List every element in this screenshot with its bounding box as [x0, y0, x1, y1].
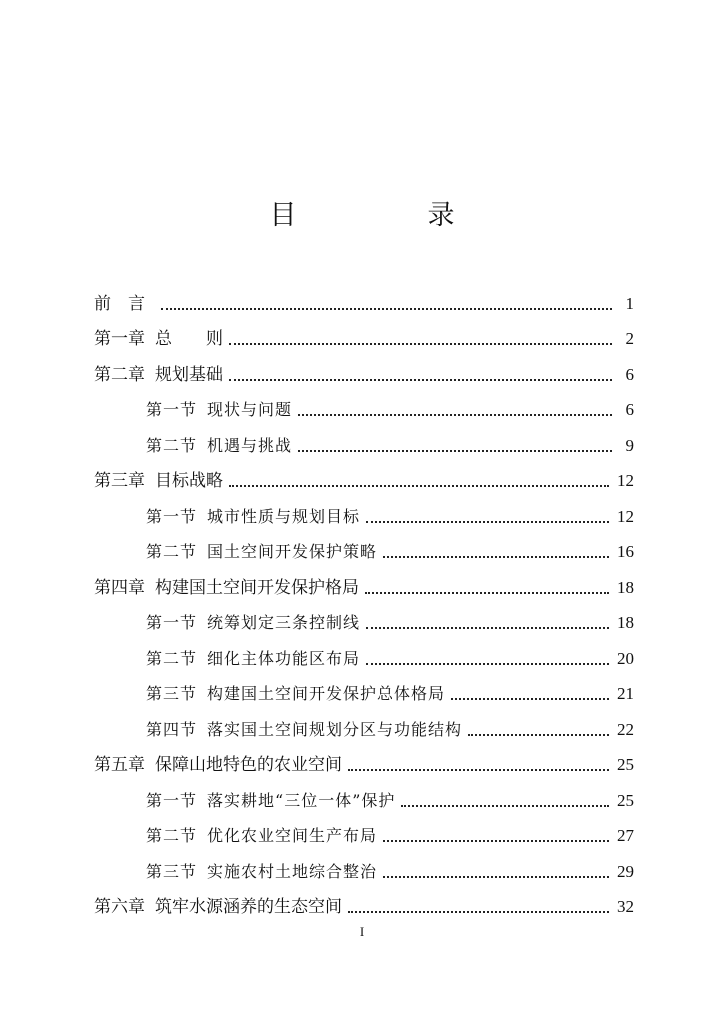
toc-page-number: 22 [617, 719, 634, 739]
toc-entry-label [94, 324, 223, 349]
toc-dot-leader [365, 592, 609, 594]
toc-entry-label [146, 859, 377, 882]
toc-entry-number: 第三节 [146, 861, 198, 881]
toc-entry-number: 第二节 [146, 826, 198, 845]
toc-entry-number: 第一节 [146, 613, 198, 632]
toc-entry-title: 规划基础 [155, 364, 223, 385]
toc-entry-label [94, 573, 359, 598]
toc-page-number: 12 [617, 506, 634, 526]
toc-entry-title: 筑牢水源涵养的生态空间 [155, 897, 342, 917]
toc-page-number: 6 [625, 364, 634, 384]
toc-entry-number: 第一节 [146, 506, 198, 526]
toc-entry-title: 目标战略 [155, 471, 223, 491]
toc-entry-title: 现状与问题 [207, 400, 293, 419]
toc-section-entry[interactable] [94, 815, 634, 851]
toc-page-number: 18 [617, 613, 634, 632]
toc-entry-number: 第四节 [146, 719, 198, 739]
toc-dot-leader [383, 556, 609, 558]
toc-section-entry[interactable] [94, 424, 634, 460]
toc-list [94, 282, 634, 921]
toc-entry-number: 第二章 [94, 364, 145, 385]
toc-page-number: 16 [617, 542, 634, 561]
toc-page-number: 27 [617, 826, 634, 845]
toc-page-number: 12 [617, 471, 634, 490]
toc-entry-title: 保障山地特色的农业空间 [155, 755, 342, 775]
toc-page-number: 21 [617, 684, 634, 703]
toc-section-entry[interactable] [94, 637, 634, 673]
toc-dot-leader [348, 911, 609, 913]
toc-entry-label [146, 823, 377, 846]
toc-entry-title: 总 则 [155, 329, 223, 349]
toc-page-number: 6 [625, 400, 634, 419]
toc-page-number: 9 [625, 435, 634, 455]
toc-page-number: 32 [617, 897, 634, 916]
toc-entry-number: 第三节 [146, 684, 198, 703]
toc-dot-leader [298, 450, 612, 452]
toc-dot-leader [298, 414, 612, 416]
toc-page-number: 25 [617, 755, 634, 774]
page-marker: I [359, 924, 365, 939]
toc-entry-title: 细化主体功能区布局 [207, 648, 361, 668]
toc-section-entry[interactable] [94, 531, 634, 567]
toc-chapter-entry[interactable] [94, 318, 634, 354]
toc-entry-label [94, 289, 155, 314]
toc-section-entry[interactable] [94, 602, 634, 638]
toc-chapter-entry[interactable] [94, 353, 634, 389]
toc-entry-number: 第一章 [94, 329, 145, 349]
toc-entry-label [146, 788, 395, 811]
toc-entry-title: 国土空间开发保护策略 [207, 542, 378, 561]
toc-chapter-entry[interactable] [94, 282, 634, 318]
toc-dot-leader [383, 876, 609, 878]
toc-dot-leader [451, 698, 609, 700]
toc-entry-label [146, 681, 445, 704]
toc-entry-number: 第三章 [94, 471, 145, 491]
toc-section-entry[interactable] [94, 495, 634, 531]
toc-dot-leader [366, 627, 609, 629]
toc-entry-number: 第一节 [146, 790, 198, 810]
toc-dot-leader [229, 379, 612, 381]
toc-title: 目 录 [269, 200, 507, 231]
toc-dot-leader [401, 805, 609, 807]
toc-chapter-entry[interactable] [94, 886, 634, 922]
toc-section-entry[interactable] [94, 673, 634, 709]
toc-entry-label [146, 433, 292, 456]
toc-chapter-entry[interactable] [94, 566, 634, 602]
toc-section-entry[interactable] [94, 779, 634, 815]
toc-entry-title: 实施农村土地综合整治 [207, 861, 378, 881]
toc-entry-title: 落实耕地“三位一体”保护 [207, 790, 396, 810]
toc-page-number: 20 [617, 648, 634, 668]
toc-entry-title: 构建国土空间开发保护格局 [155, 577, 359, 598]
toc-entry-label [94, 360, 223, 385]
toc-dot-leader [229, 343, 612, 345]
toc-entry-title: 落实国土空间规划分区与功能结构 [207, 719, 463, 739]
toc-page-number: 1 [625, 293, 634, 313]
toc-section-entry[interactable] [94, 389, 634, 425]
toc-dot-leader [161, 308, 612, 310]
toc-section-entry[interactable] [94, 708, 634, 744]
toc-dot-leader [383, 840, 609, 842]
toc-entry-title: 城市性质与规划目标 [207, 506, 361, 526]
toc-dot-leader [366, 663, 609, 665]
toc-entry-label [94, 892, 342, 917]
toc-entry-label [146, 717, 462, 740]
toc-entry-title: 统筹划定三条控制线 [207, 613, 361, 632]
toc-chapter-entry[interactable] [94, 460, 634, 496]
toc-page-number: 29 [617, 861, 634, 881]
toc-dot-leader [229, 485, 609, 487]
toc-entry-number: 第六章 [94, 897, 145, 917]
toc-entry-label [94, 466, 223, 491]
toc-entry-number: 第四章 [94, 577, 145, 598]
toc-entry-title: 机遇与挑战 [207, 435, 293, 455]
toc-section-entry[interactable] [94, 850, 634, 886]
toc-entry-label [146, 646, 360, 669]
toc-entry-number: 第一节 [146, 400, 198, 419]
toc-dot-leader [468, 734, 609, 736]
toc-page-number: 18 [617, 577, 634, 597]
toc-entry-title: 构建国土空间开发保护总体格局 [207, 684, 446, 703]
toc-entry-title: 优化农业空间生产布局 [207, 826, 378, 845]
toc-entry-number: 第二节 [146, 435, 198, 455]
toc-entry-number: 第二节 [146, 542, 198, 561]
toc-entry-label [146, 397, 292, 420]
toc-page-number: 25 [617, 790, 634, 810]
toc-entry-label [94, 750, 342, 775]
toc-entry-number: 第二节 [146, 648, 198, 668]
toc-entry-label [146, 610, 360, 633]
toc-page-number: 2 [625, 329, 634, 348]
toc-dot-leader [348, 769, 609, 771]
toc-entry-label [146, 539, 377, 562]
toc-chapter-entry[interactable] [94, 744, 634, 780]
toc-entry-number: 前 言 [94, 293, 145, 314]
toc-entry-label [146, 504, 360, 527]
toc-entry-number: 第五章 [94, 755, 145, 775]
toc-dot-leader [366, 521, 609, 523]
